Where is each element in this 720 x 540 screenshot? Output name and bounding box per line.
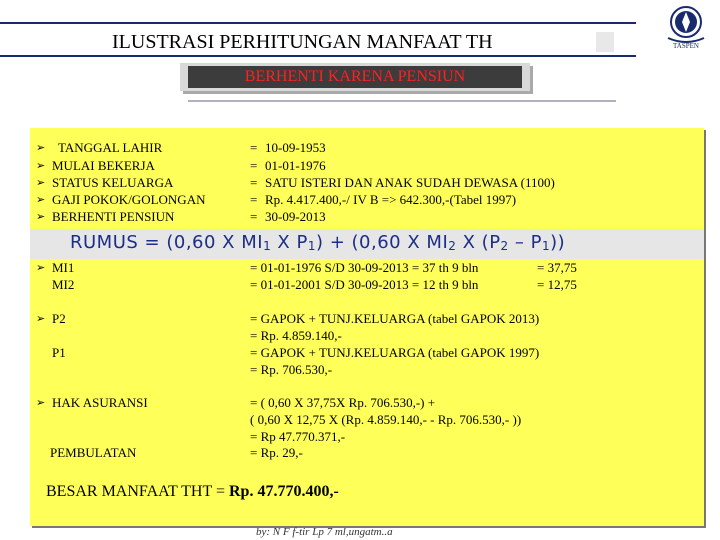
personal-sep: = xyxy=(250,192,258,207)
personal-value: Rp. 4.417.400,-/ IV B => 642.300,-(Tabel 1997) xyxy=(265,192,517,207)
mi1-result: = 37,75 xyxy=(537,260,577,275)
mi1-value: = 01-01-1976 S/D 30-09-2013 = 37 th 9 bln xyxy=(250,260,479,275)
arrow-bullet-icon: ➢ xyxy=(36,396,46,409)
p-line: = Rp. 706.530,- xyxy=(250,362,333,377)
p-line: = Rp. 4.859.140,- xyxy=(250,328,342,343)
personal-label: MULAI BEKERJA xyxy=(52,158,155,173)
personal-sep: = xyxy=(250,209,258,224)
asuransi-line: ( 0,60 X 12,75 X (Rp. 4.859.140,- - Rp. 706.530,- )) xyxy=(250,412,522,427)
arrow-bullet-icon: ➢ xyxy=(36,193,46,206)
arrow-bullet-icon: ➢ xyxy=(36,210,46,223)
personal-label: BERHENTI PENSIUN xyxy=(52,209,175,224)
mi2-value: = 01-01-2001 S/D 30-09-2013 = 12 th 9 bln xyxy=(250,277,479,292)
mi2-result: = 12,75 xyxy=(537,277,577,292)
total-label: BESAR MANFAAT THT = xyxy=(46,483,229,500)
personal-sep: = xyxy=(250,158,258,173)
arrow-bullet-icon: ➢ xyxy=(36,312,46,325)
arrow-bullet-icon: ➢ xyxy=(36,261,46,274)
personal-label: STATUS KELUARGA xyxy=(52,175,174,190)
personal-sep: = xyxy=(250,175,258,190)
total-benefit xyxy=(46,482,339,502)
title-shadow xyxy=(596,32,614,52)
p-line: = GAPOK + TUNJ.KELUARGA (tabel GAPOK 1997) xyxy=(250,345,540,360)
personal-label: GAJI POKOK/GOLONGAN xyxy=(52,192,206,207)
p-line: = GAPOK + TUNJ.KELUARGA (tabel GAPOK 2013) xyxy=(250,311,540,326)
logo-text: TASPEN xyxy=(673,42,699,50)
arrow-bullet-icon: ➢ xyxy=(36,176,46,189)
total-value: Rp. 47.770.400,- xyxy=(228,483,339,500)
asuransi-line: = Rp. 29,- xyxy=(250,445,303,460)
header-line-top xyxy=(0,22,636,24)
subtitle-rule xyxy=(188,100,616,102)
asuransi-line: = ( 0,60 X 37,75X Rp. 706.530,-) + xyxy=(250,395,436,410)
p1-label: P1 xyxy=(52,345,66,360)
p2-label: P2 xyxy=(52,311,66,326)
taspen-logo xyxy=(660,2,712,52)
asuransi-label: HAK ASURANSI xyxy=(52,395,148,410)
arrow-bullet-icon: ➢ xyxy=(36,159,46,172)
pembulatan-label: PEMBULATAN xyxy=(50,445,137,460)
asuransi-line: = Rp 47.770.371,- xyxy=(250,429,346,444)
footer-credit: by: N F f-tir Lp 7 ml,ungatm..a xyxy=(256,526,393,538)
personal-value: 10-09-1953 xyxy=(265,140,326,155)
personal-sep: = xyxy=(250,140,258,155)
personal-value: 01-01-1976 xyxy=(265,158,326,173)
personal-value: 30-09-2013 xyxy=(265,209,326,224)
formula: RUMUS = (0,60 X $MI_1$ X $P_1) + (0,60$ X $MI_2$ X $(P_2 - P_1)$) xyxy=(70,232,566,253)
personal-label: TANGGAL LAHIR xyxy=(58,140,163,155)
subtitle-box xyxy=(180,63,530,91)
subtitle: BERHENTI KARENA PENSIUN xyxy=(188,66,522,88)
personal-value: SATU ISTERI DAN ANAK SUDAH DEWASA (1100) xyxy=(265,175,555,190)
mi1-label: MI1 xyxy=(52,260,75,275)
mi2-label: MI2 xyxy=(52,277,75,292)
arrow-bullet-icon: ➢ xyxy=(36,141,46,154)
page-title: ILUSTRASI PERHITUNGAN MANFAAT TH xyxy=(112,30,590,54)
header-line-bottom xyxy=(0,55,636,57)
